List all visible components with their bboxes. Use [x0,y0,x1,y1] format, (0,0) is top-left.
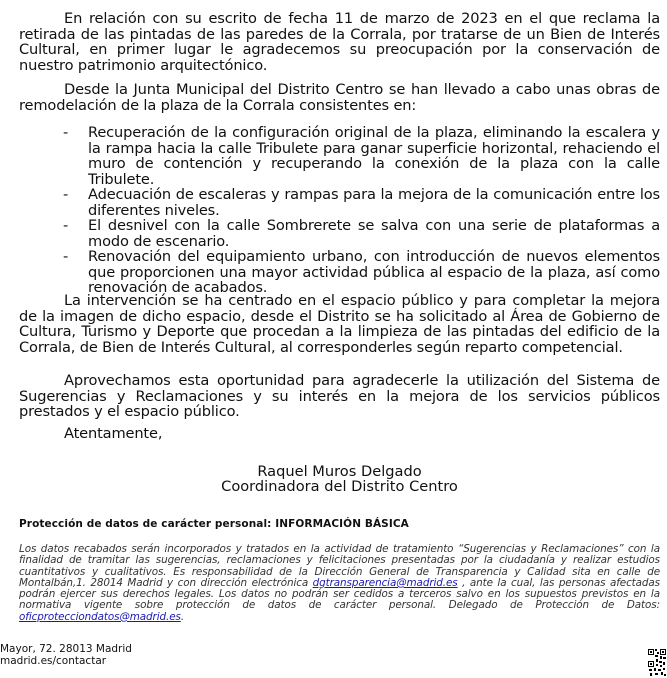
bullet-marker: - [63,248,69,265]
closing-text: Atentamente, [64,425,163,442]
email-link-data-protection[interactable]: oficprotecciondatos@madrid.es [19,610,181,623]
list-item [19,125,660,187]
footer-contact: madrid.es/contactar [0,655,107,667]
paragraph-intervention [19,293,660,355]
works-list [19,125,660,296]
privacy-text-part1: Los datos recabados serán incorporados y tratados en la actividad de tratamiento “Sugerencias y Reclamaciones” con la finalidad de tramitar las sugerencias, reclamaciones y felicitaciones presentadas por la ciudadanía y realizar estudios cuantitativos y cualitativos. Es responsabilidad de la Dirección General de Transparencia y Calidad sita en calle de Montalbán,1. 28014 Madrid y con dirección electrónica [19,543,660,589]
privacy-notice [19,544,660,623]
list-item-text: Renovación del equipamiento urbano, con introducción de nuevos elementos que proporcionen una mayor actividad pública al espacio de la plaza, así como renovación de acabados. [88,248,660,296]
privacy-text-part2: , ante la cual, las personas afectadas podrán ejercer sus derechos legales. Los datos no podrán ser cedidos a terceros salvo en los supuestos previstos en la normativa vigente sobre protección de datos de carácter personal. Delegado de Protección de Datos: [19,576,660,612]
paragraph-works [19,82,660,113]
email-link-transparency[interactable]: dgtransparencia@madrid.es [312,576,458,589]
privacy-text-part3: . [180,610,185,623]
qr-code-icon [648,648,667,678]
signer-name: Raquel Muros Delgado [257,463,422,480]
closing [19,426,660,442]
paragraph-works-text: Desde la Junta Municipal del Distrito Centro se han llevado a cabo unas obras de remodelación de la plaza de la Corrala consistentes en: [19,81,660,114]
list-item-text: Adecuación de escaleras y rampas para la mejora de la comunicación entre los diferentes niveles. [88,186,660,219]
bullet-marker: - [63,186,69,203]
privacy-heading: Protección de datos de carácter personal: INFORMACIÓN BÁSICA [19,518,409,530]
paragraph-thanks-text: Aprovechamos esta oportunidad para agradecerle la utilización del Sistema de Sugerencias y Reclamaciones y su interés en la mejora de los servicios públicos prestados y el espacio público. [19,372,660,420]
paragraph-intervention-text: La intervención se ha centrado en el espacio público y para completar la mejora de la imagen de dicho espacio, desde el Distrito se ha solicitado al Área de Gobierno de Cultura, Turismo y Deporte que procedan a la limpieza de las pintadas del edificio de la Corrala, de Bien de Interés Cultural, al corresponderles según reparto competencial. [19,292,660,356]
bullet-marker: - [63,217,69,234]
footer-address: Mayor, 72. 28013 Madrid [0,643,132,655]
list-item [19,187,660,218]
paragraph-intro [19,11,660,73]
paragraph-intro-text: En relación con su escrito de fecha 11 de marzo de 2023 en el que reclama la retirada de las pintadas de las paredes de la Corrala, por tratarse de un Bien de Interés Cultural, en primer lugar le agradecemos su preocupación por la conservación de nuestro patrimonio arquitectónico. [19,10,660,74]
paragraph-thanks [19,373,660,420]
list-item [19,218,660,249]
list-item-text: Recuperación de la configuración original de la plaza, eliminando la escalera y la rampa hacia la calle Tribulete para ganar superficie horizontal, rehaciendo el muro de contención y recuperando la conexión de la plaza con la calle Tribulete. [88,124,660,188]
list-item-text: El desnivel con la calle Sombrerete se salva con una serie de plataformas a modo de escenario. [88,217,660,250]
bullet-marker: - [63,124,69,141]
signer-role: Coordinadora del Distrito Centro [221,478,458,495]
list-item [19,249,660,296]
